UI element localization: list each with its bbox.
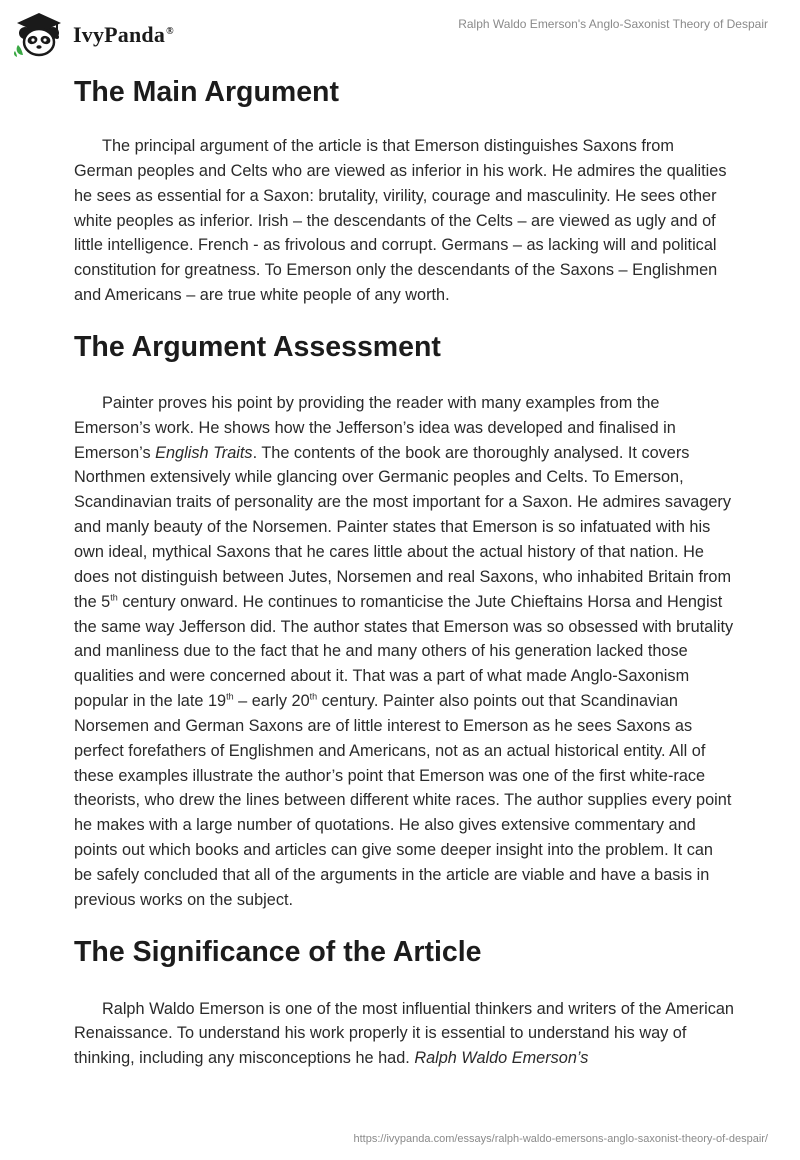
- brand-name: IvyPanda®: [73, 22, 174, 47]
- paragraph-main-argument: The principal argument of the article is that Emerson distinguishes Saxons from German peoples and Celts who are viewed as inferior in his work. He admires the qualities he sees as essential for a Saxon: brutality, virility, courage and masculinity. He sees other white peoples as inferior. Irish – the descendants of the Celts – are viewed as ugly and of little intelligence. French - as frivolous and corrupt. Germans – as lacking will and political constitution for greatness. To Emerson only the descendants of the Saxons – Englishmen and Americans – are true white people of any worth.: [74, 137, 727, 305]
- book-title-english-traits: English Traits: [155, 443, 253, 462]
- section-heading-significance: The Significance of the Article: [74, 935, 482, 968]
- document-title: Ralph Waldo Emerson's Anglo-Saxonist Theory of Despair: [458, 17, 768, 31]
- paragraph-significance: Ralph Waldo Emerson is one of the most influential thinkers and writers of the American Renaissance. To understand his work properly it is essential to understand his way of thinking, including any misconceptions he had. Ralph Waldo Emerson’s: [74, 999, 734, 1068]
- essay-content: [74, 72, 734, 1071]
- section-heading-main-argument: The Main Argument: [74, 76, 339, 108]
- source-url[interactable]: https://ivypanda.com/essays/ralph-waldo-emersons-anglo-saxonist-theory-of-despair/: [353, 1133, 768, 1145]
- paragraph-argument-assessment: Painter proves his point by providing the reader with many examples from the Emerson’s work. He shows how the Jefferson’s idea was developed and finalised in Emerson’s English Traits. The contents of the book are thoroughly analysed. It covers Northmen extensively while glancing over Germanic peoples and Celts. To Emerson, Scandinavian traits of personality are the most important for a Saxon. He admires savagery and manly beauty of the Norsemen. Painter states that Emerson is so infatuated with his own ideal, mythical Saxons that he cares little about the actual history of that nation. He does not distinguish between Jutes, Norsemen and real Saxons, who inhabited Britain from the 5th century onward. He continues to romanticise the Jute Chieftains Horsa and Hengist the same way Jefferson did. The author states that Emerson was so obsessed with brutality and manliness due to the fact that he and many others of his generation lacked those qualities and were concerned about it. That was a part of what made Anglo-Saxonism popular in the late 19th – early 20th century. Painter also points out that Scandinavian Norsemen and German Saxons are of little interest to Emerson as he sees Saxons as perfect forefathers of Englishmen and Americans, not as an actual historical entity. All of these examples illustrate the author’s point that Emerson was one of the first white-race theorists, who drew the lines between different white races. The author supplies every point he makes with a large number of quotations. He also gives extensive commentary and points out which books and articles can give some deeper insight into the problem. It can be safely concluded that all of the arguments in the article are viable and have a basis in previous works on the subject.: [74, 393, 734, 909]
- page-header: [0, 0, 800, 70]
- book-title-emerson: Ralph Waldo Emerson’s: [414, 1049, 589, 1068]
- ivypanda-logo[interactable]: [13, 9, 174, 59]
- panda-graduation-cap-icon: [13, 9, 65, 59]
- registered-mark: ®: [166, 25, 174, 37]
- section-heading-argument-assessment: The Argument Assessment: [74, 330, 441, 363]
